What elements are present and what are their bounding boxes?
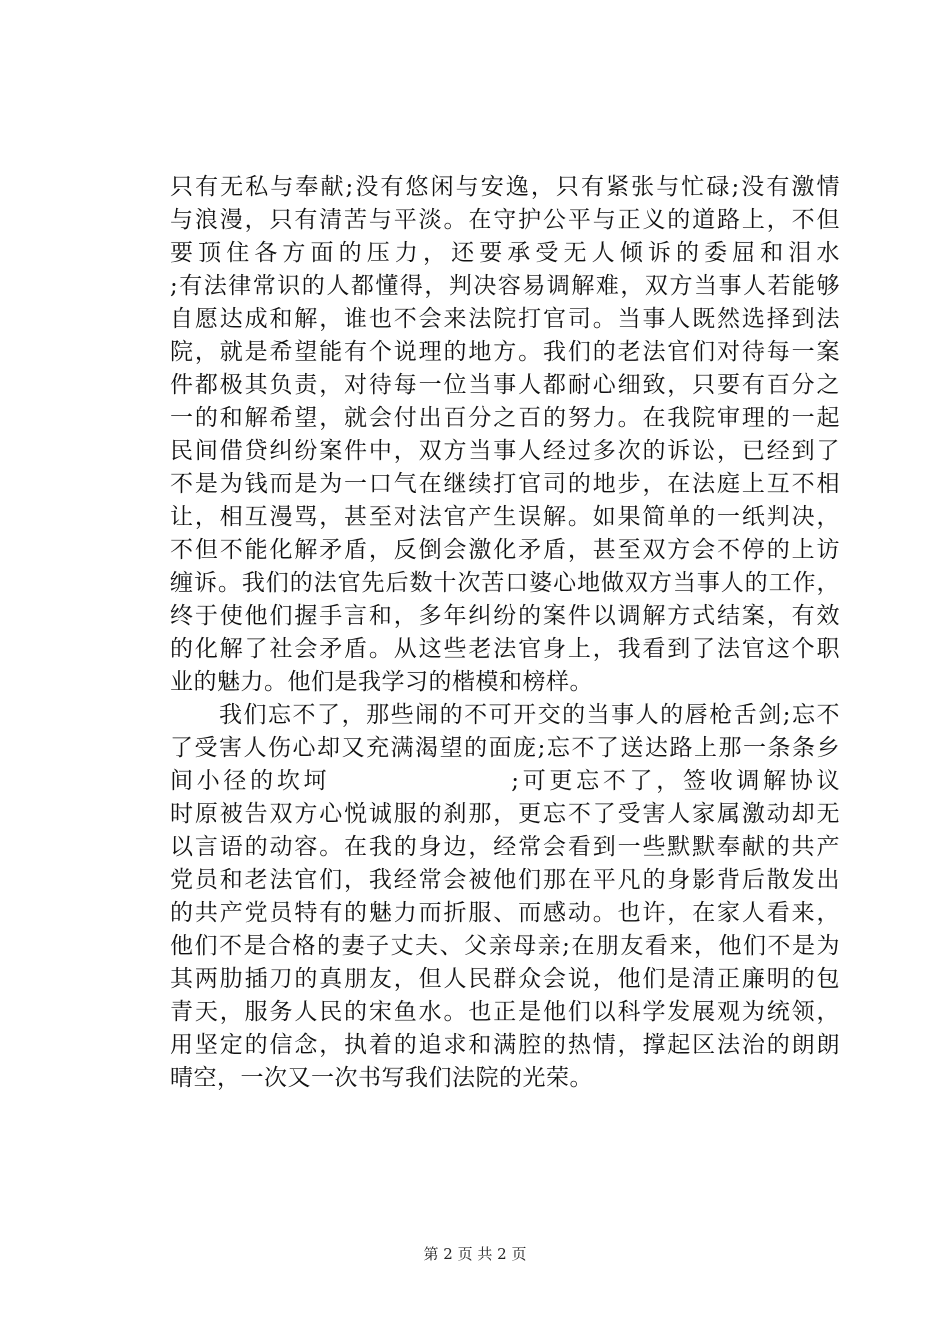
text-line: ;有法律常识的人都懂得，判决容易调解难，双方当事人若能够	[170, 273, 840, 299]
text-line: 时原被告双方心悦诚服的刹那，更忘不了受害人家属激动却无	[170, 801, 840, 827]
text-line: 让，相互漫骂，甚至对法官产生误解。如果简单的一纸判决，	[170, 504, 840, 530]
text-line: 要顶住各方面的压力，还要承受无人倾诉的委屈和泪水	[170, 240, 840, 266]
text-line: 以言语的动容。在我的身边，经常会看到一些默默奉献的共产	[170, 834, 840, 860]
text-line: 青天，服务人民的宋鱼水。也正是他们以科学发展观为统领，	[170, 999, 840, 1025]
text-line: 用坚定的信念，执着的追求和满腔的热情，撑起区法治的朗朗	[170, 1032, 840, 1058]
text-line: 自愿达成和解，谁也不会来法院打官司。当事人既然选择到法	[170, 306, 840, 332]
page-footer	[0, 1244, 950, 1264]
text-line: 的化解了社会矛盾。从这些老法官身上，我看到了法官这个职	[170, 636, 840, 662]
text-line: 间小径的坎坷 ;可更忘不了，签收调解协议	[170, 768, 840, 794]
text-line: 只有无私与奉献;没有悠闲与安逸，只有紧张与忙碌;没有激情	[170, 174, 840, 200]
text-line: 了受害人伤心却又充满渴望的面庞;忘不了送达路上那一条条乡	[170, 735, 840, 761]
text-line: 民间借贷纠纷案件中，双方当事人经过多次的诉讼，已经到了	[170, 438, 840, 464]
text-line: 不是为钱而是为一口气在继续打官司的地步，在法庭上互不相	[170, 471, 840, 497]
text-line: 一的和解希望，就会付出百分之百的努力。在我院审理的一起	[170, 405, 840, 431]
text-line: 他们不是合格的妻子丈夫、父亲母亲;在朋友看来，他们不是为	[170, 933, 840, 959]
text-line: 终于使他们握手言和，多年纠纷的案件以调解方式结案，有效	[170, 603, 840, 629]
text-line: 我们忘不了，那些闹的不可开交的当事人的唇枪舌剑;忘不	[170, 702, 840, 728]
text-line: 的共产党员特有的魅力而折服、而感动。也许，在家人看来，	[170, 900, 840, 926]
text-line: 其两肋插刀的真朋友，但人民群众会说，他们是清正廉明的包	[170, 966, 840, 992]
text-line: 与浪漫，只有清苦与平淡。在守护公平与正义的道路上，不但	[170, 207, 840, 233]
body-text	[170, 171, 840, 1095]
text-line: 不但不能化解矛盾，反倒会激化矛盾，甚至双方会不停的上访	[170, 537, 840, 563]
text-line: 院，就是希望能有个说理的地方。我们的老法官们对待每一案	[170, 339, 840, 365]
text-line: 件都极其负责，对待每一位当事人都耐心细致，只要有百分之	[170, 372, 840, 398]
text-line: 业的魅力。他们是我学习的楷模和榜样。	[170, 669, 593, 695]
text-line: 缠诉。我们的法官先后数十次苦口婆心地做双方当事人的工作，	[170, 570, 840, 596]
text-line: 晴空，一次又一次书写我们法院的光荣。	[170, 1065, 593, 1091]
text-line: 党员和老法官们，我经常会被他们那在平凡的身影背后散发出	[170, 867, 840, 893]
page-number: 第 2 页 共 2 页	[423, 1245, 527, 1263]
